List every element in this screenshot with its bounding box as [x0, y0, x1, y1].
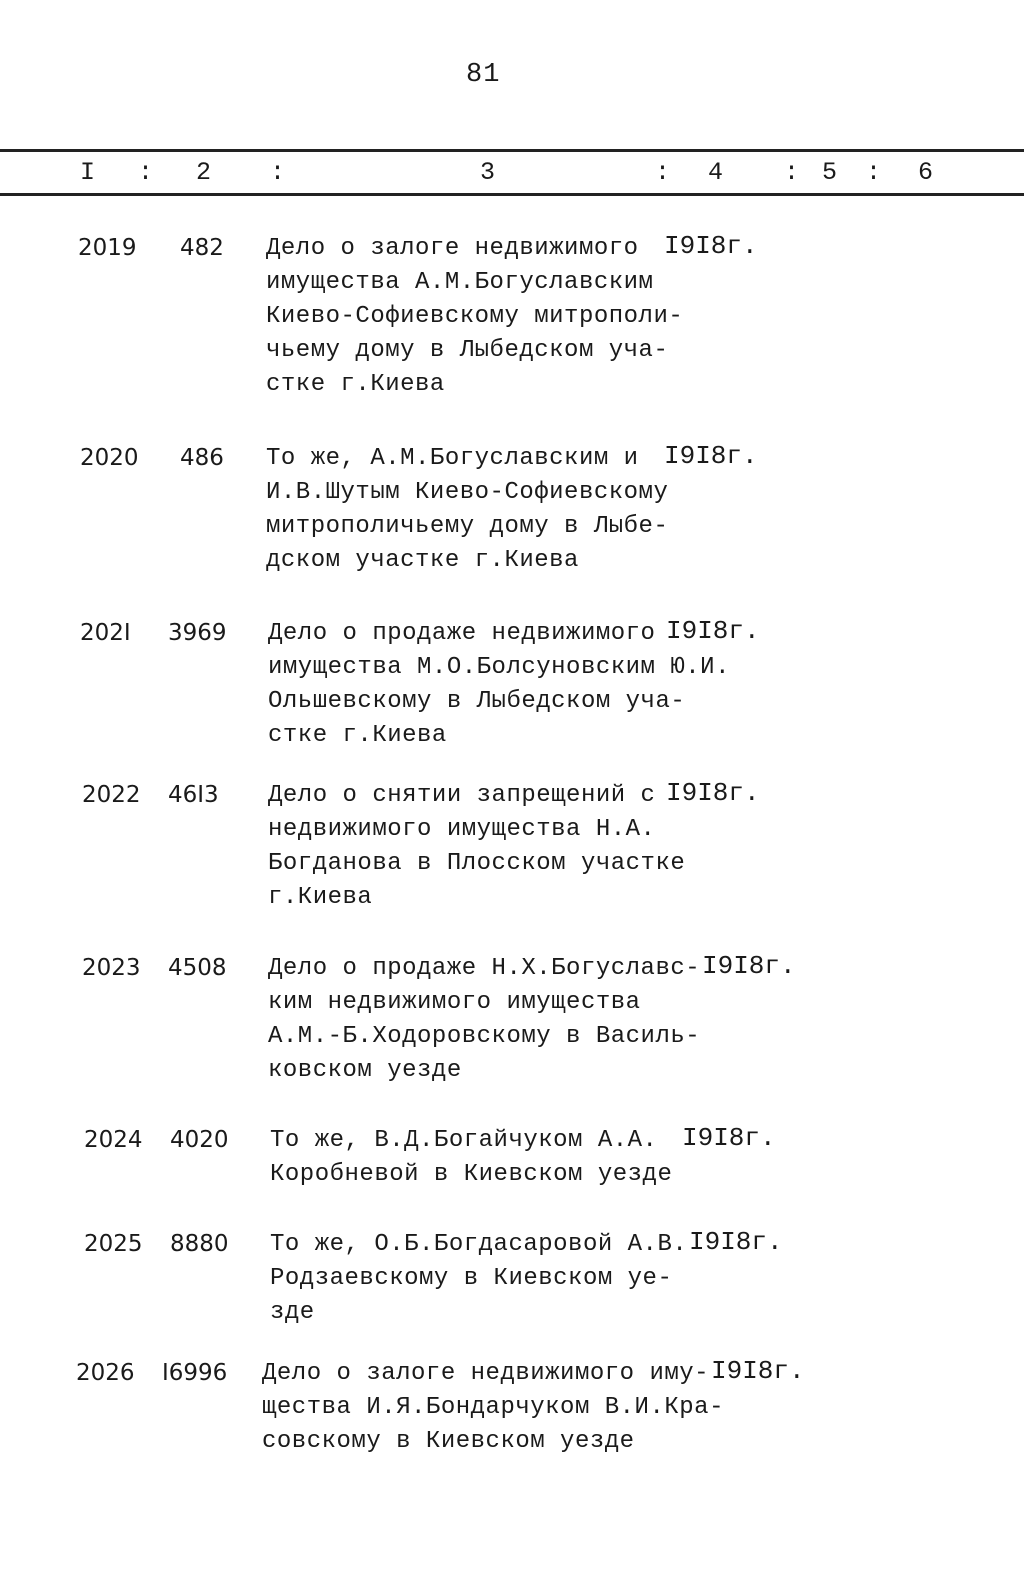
column-separator: :: [784, 158, 800, 187]
entry-description-line: имущества А.М.Богуславским: [266, 269, 654, 296]
entry-description-line: И.В.Шутым Киево-Софиевскому: [266, 479, 669, 506]
entry-number: 2026: [76, 1360, 135, 1386]
column-separator: :: [655, 158, 671, 187]
entry-description-line: дском участке г.Киева: [266, 547, 579, 574]
column-header-5: 5: [822, 158, 838, 187]
entry-reference: 46I3: [168, 782, 219, 808]
entry-description-line: Родзаевскому в Киевском уе-: [270, 1265, 673, 1292]
entry-number: 2024: [84, 1127, 143, 1153]
entry-description-line: А.М.-Б.Ходоровскому в Василь-: [268, 1023, 701, 1050]
entry-description-line: Богданова в Плосском участке: [268, 850, 686, 877]
entry-description-line: ким недвижимого имущества: [268, 989, 641, 1016]
column-header-3: 3: [480, 158, 496, 187]
column-separator: :: [138, 158, 154, 187]
entry-year: I9I8г.: [666, 778, 760, 808]
entry-year: I9I8г.: [666, 616, 760, 646]
entry-description-line: То же, А.М.Богуславским и: [266, 445, 639, 472]
entry-description-line: Дело о залоге недвижимого: [266, 235, 639, 262]
entry-year: I9I8г.: [664, 441, 758, 471]
table-header-rule-bottom: [0, 193, 1024, 196]
entry-year: I9I8г.: [702, 951, 796, 981]
entry-reference: 8880: [170, 1231, 229, 1257]
entry-reference: 4508: [168, 955, 227, 981]
entry-number: 2023: [82, 955, 141, 981]
column-header-2: 2: [196, 158, 212, 187]
column-separator: :: [270, 158, 286, 187]
entry-description-line: чьему дому в Лыбедском уча-: [266, 337, 669, 364]
column-header-1: I: [80, 158, 96, 187]
column-header-6: 6: [918, 158, 934, 187]
entry-description-line: То же, В.Д.Богайчуком А.А.: [270, 1127, 658, 1154]
entry-reference: 3969: [168, 620, 227, 646]
column-header-4: 4: [708, 158, 724, 187]
entry-description-line: недвижимого имущества Н.А.: [268, 816, 656, 843]
page-number: 81: [466, 60, 501, 90]
entry-reference: 482: [180, 235, 224, 261]
entry-description-line: Дело о продаже недвижимого: [268, 620, 656, 647]
entry-number: 202I: [80, 620, 131, 646]
entry-description-line: ковском уезде: [268, 1057, 462, 1084]
entry-number: 2020: [80, 445, 139, 471]
entry-description-line: зде: [270, 1299, 315, 1326]
entry-description-line: стке г.Киева: [266, 371, 445, 398]
column-separator: :: [866, 158, 882, 187]
entry-reference: 486: [180, 445, 224, 471]
table-header-rule-top: [0, 149, 1024, 152]
entry-year: I9I8г.: [664, 231, 758, 261]
entry-number: 2019: [78, 235, 137, 261]
entry-year: I9I8г.: [711, 1356, 805, 1386]
entry-year: I9I8г.: [682, 1123, 776, 1153]
entry-description-line: Дело о снятии запрещений с: [268, 782, 656, 809]
entry-description-line: совскому в Киевском уезде: [262, 1428, 635, 1455]
entry-description-line: щества И.Я.Бондарчуком В.И.Кра-: [262, 1394, 724, 1421]
entry-description-line: Коробневой в Киевском уезде: [270, 1161, 673, 1188]
entry-description-line: г.Киева: [268, 884, 373, 911]
entry-description-line: Ольшевскому в Лыбедском уча-: [268, 688, 686, 715]
entry-description-line: Киево-Софиевскому митрополи-: [266, 303, 684, 330]
entry-description-line: То же, О.Б.Богдасаровой А.В.: [270, 1231, 688, 1258]
entry-description-line: Дело о залоге недвижимого иму-: [262, 1360, 710, 1387]
entry-reference: I6996: [162, 1360, 228, 1386]
entry-number: 2022: [82, 782, 141, 808]
entry-year: I9I8г.: [689, 1227, 783, 1257]
entry-number: 2025: [84, 1231, 143, 1257]
entry-reference: 4020: [170, 1127, 229, 1153]
entry-description-line: стке г.Киева: [268, 722, 447, 749]
entry-description-line: имущества М.О.Болсуновским Ю.И.: [268, 654, 730, 681]
entry-description-line: митрополичьему дому в Лыбе-: [266, 513, 669, 540]
entry-description-line: Дело о продаже Н.Х.Богуславс-: [268, 955, 701, 982]
